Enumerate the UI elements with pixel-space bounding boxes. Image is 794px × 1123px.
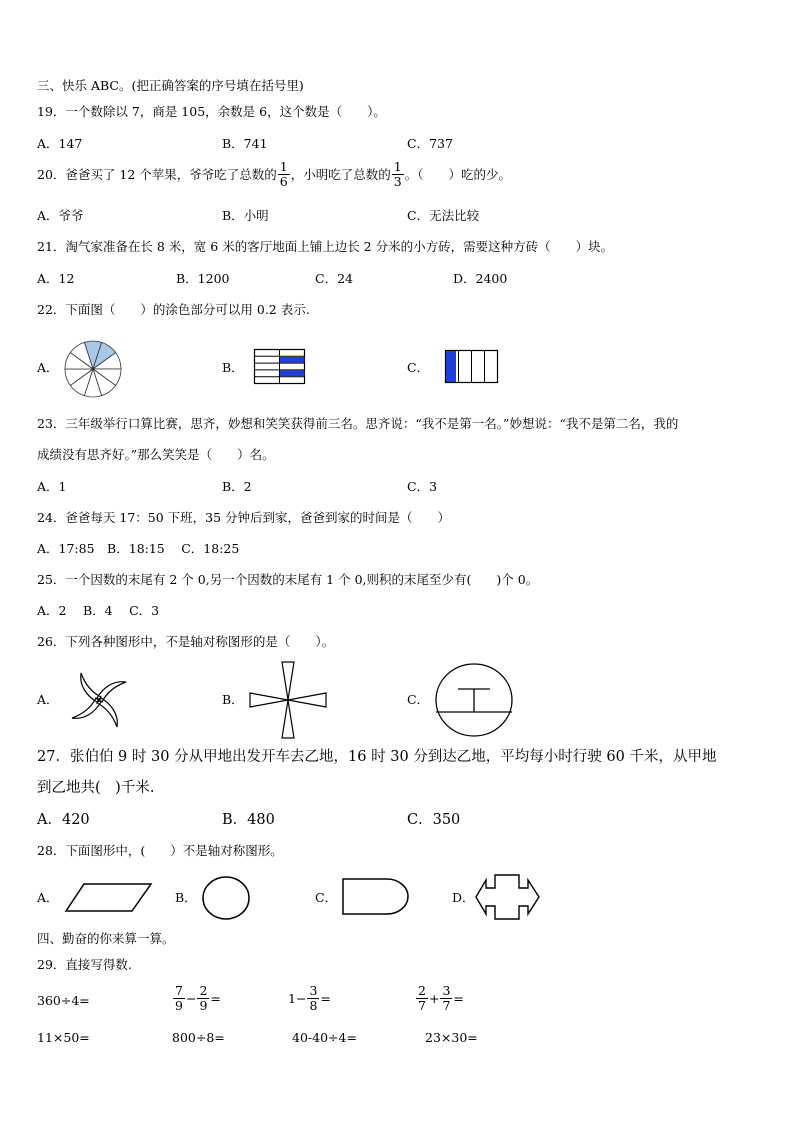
q26-bowtie-figure bbox=[248, 660, 328, 740]
q19-option-b[interactable]: B．741 bbox=[222, 136, 268, 151]
q29-item-4-frac1 bbox=[416, 984, 428, 1013]
q29-item-2-frac2 bbox=[197, 984, 209, 1013]
q22-circle-figure bbox=[63, 339, 123, 399]
q20-frac1-num: 1 bbox=[279, 159, 288, 174]
q29-item-4-op: + bbox=[428, 991, 440, 1006]
frac-num: 3 bbox=[442, 983, 451, 998]
question-21: 21．淘气家准备在长 8 米，宽 6 米的客厅地面上铺上边长 2 分米的小方砖，需要这种方砖（ ）块。 bbox=[37, 239, 614, 254]
question-27-line-2: 到乙地共( )千米. bbox=[37, 780, 155, 796]
q29-item-3 bbox=[288, 984, 331, 1013]
q21-option-a[interactable]: A．12 bbox=[37, 271, 75, 286]
q20-option-a[interactable]: A．爷爷 bbox=[37, 208, 84, 223]
q28-option-c[interactable]: C． bbox=[315, 890, 338, 905]
q20-text-c: 。（ ）吃的少。 bbox=[404, 166, 511, 182]
question-20 bbox=[37, 160, 511, 189]
q29-item-4-frac2 bbox=[440, 984, 452, 1013]
q26-option-c[interactable]: C． bbox=[407, 692, 430, 707]
q28-d-shape-figure bbox=[341, 877, 411, 917]
question-24: 24．爸爸每天 17：50 下班，35 分钟后到家，爸爸到家的时间是（ ） bbox=[37, 510, 451, 525]
frac-den: 9 bbox=[199, 998, 208, 1013]
q26-pinwheel-figure bbox=[65, 666, 133, 734]
q29-item-5: 11×50= bbox=[37, 1030, 90, 1045]
q23-option-b[interactable]: B．2 bbox=[222, 479, 252, 494]
q29-item-7: 40-40÷4= bbox=[292, 1030, 357, 1045]
q22-rectangle-figure-b bbox=[254, 349, 306, 385]
q24-options[interactable]: A．17:85 B．18:15 C．18:25 bbox=[37, 541, 240, 556]
q28-option-b[interactable]: B． bbox=[175, 890, 197, 905]
frac-num: 2 bbox=[199, 983, 208, 998]
q20-frac2-den: 3 bbox=[393, 174, 402, 189]
q27-option-b[interactable]: B．480 bbox=[222, 812, 275, 828]
q29-item-8: 23×30= bbox=[425, 1030, 478, 1045]
q20-fraction-one-sixth bbox=[278, 160, 290, 189]
q19-option-a[interactable]: A．147 bbox=[37, 136, 83, 151]
q29-item-4-eq: = bbox=[453, 991, 464, 1006]
q22-option-a[interactable]: A． bbox=[37, 360, 59, 375]
section-3-title: 三、快乐 ABC。(把正确答案的序号填在括号里) bbox=[37, 78, 304, 93]
question-27-line-1: 27．张伯伯 9 时 30 分从甲地出发开车去乙地，16 时 30 分到达乙地，平均每小时行驶 60 千米，从甲地 bbox=[37, 749, 717, 765]
q28-circle-figure bbox=[201, 874, 253, 922]
q20-text-b: ，小明吃了总数的 bbox=[290, 166, 391, 182]
frac-num: 2 bbox=[418, 983, 426, 998]
question-25: 25．一个因数的末尾有 2 个 0,另一个因数的末尾有 1 个 0,则积的末尾至少有( )个 0。 bbox=[37, 572, 539, 587]
q28-parallelogram-figure bbox=[64, 881, 154, 915]
q26-option-b[interactable]: B． bbox=[222, 692, 244, 707]
q28-double-arrow-figure bbox=[474, 872, 542, 922]
q27-option-a[interactable]: A．420 bbox=[37, 812, 90, 828]
q23-option-a[interactable]: A．1 bbox=[37, 479, 67, 494]
q27-option-c[interactable]: C．350 bbox=[407, 812, 461, 828]
frac-den: 9 bbox=[175, 998, 183, 1013]
q22-option-b[interactable]: B． bbox=[222, 360, 244, 375]
q28-option-a[interactable]: A． bbox=[37, 890, 59, 905]
q21-option-d[interactable]: D．2400 bbox=[453, 271, 508, 286]
q29-item-3-eq: = bbox=[320, 991, 331, 1006]
q20-text-a: 20．爸爸买了 12 个苹果，爷爷吃了总数的 bbox=[37, 166, 277, 182]
q21-option-c[interactable]: C．24 bbox=[315, 271, 353, 286]
q29-item-2 bbox=[172, 984, 221, 1013]
q19-option-c[interactable]: C．737 bbox=[407, 136, 453, 151]
q22-rectangle-figure-c bbox=[445, 350, 499, 384]
q20-fraction-one-third bbox=[392, 160, 404, 189]
q26-circle-t-figure bbox=[434, 662, 514, 738]
q23-option-c[interactable]: C．3 bbox=[407, 479, 438, 494]
q29-item-1: 360÷4= bbox=[37, 993, 90, 1008]
frac-den: 8 bbox=[309, 998, 318, 1013]
q26-option-a[interactable]: A． bbox=[37, 692, 59, 707]
q29-item-6: 800÷8= bbox=[172, 1030, 225, 1045]
section-4-title: 四、勤奋的你来算一算。 bbox=[37, 931, 175, 946]
question-26: 26．下列各种图形中，不是轴对称图形的是（ ）。 bbox=[37, 634, 335, 649]
frac-num: 7 bbox=[175, 983, 183, 998]
question-29: 29．直接写得数. bbox=[37, 957, 132, 972]
q25-options[interactable]: A．2 B．4 C．3 bbox=[37, 603, 160, 618]
frac-den: 7 bbox=[442, 998, 451, 1013]
question-19: 19．一个数除以 7，商是 105，余数是 6，这个数是（ ）。 bbox=[37, 104, 386, 119]
q29-item-3-frac bbox=[307, 984, 319, 1013]
frac-num: 3 bbox=[309, 983, 318, 998]
q22-option-c[interactable]: C． bbox=[407, 360, 430, 375]
q21-option-b[interactable]: B．1200 bbox=[176, 271, 230, 286]
q29-item-3-pre: 1− bbox=[288, 991, 307, 1006]
q20-frac2-num: 1 bbox=[393, 159, 402, 174]
question-23-line-1: 23．三年级举行口算比赛，思齐，妙想和笑笑获得前三名。思齐说：“我不是第一名。”妙想说：“我不是第二名，我的 bbox=[37, 416, 679, 431]
q29-item-2-eq: = bbox=[210, 991, 221, 1006]
question-22: 22．下面图（ ）的涂色部分可以用 0.2 表示. bbox=[37, 302, 310, 317]
q29-item-2-op: − bbox=[185, 991, 197, 1006]
q20-option-b[interactable]: B．小明 bbox=[222, 208, 269, 223]
question-23-line-2: 成绩没有思齐好。”那么笑笑是（ ）名。 bbox=[37, 447, 275, 462]
q29-item-4 bbox=[415, 984, 464, 1013]
q29-item-2-frac1 bbox=[173, 984, 185, 1013]
q20-frac1-den: 6 bbox=[279, 174, 288, 189]
question-28: 28．下面图形中，( ）不是轴对称图形。 bbox=[37, 843, 283, 858]
q28-option-d[interactable]: D． bbox=[452, 890, 475, 905]
q20-option-c[interactable]: C．无法比较 bbox=[407, 208, 480, 223]
frac-den: 7 bbox=[418, 998, 426, 1013]
